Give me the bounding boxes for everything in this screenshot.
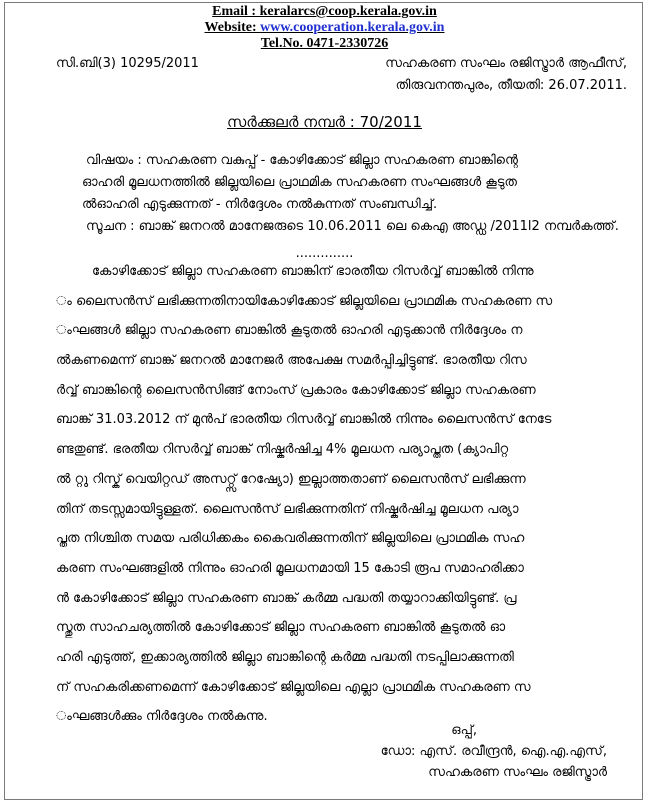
- office-name: സഹകരണ സംഘം രജിസ്ട്രാർ ആഫീസ്,: [385, 56, 627, 71]
- body-line: ഹരി എടുത്ത്, ഇക്കാര്യത്തിൽ ജില്ലാ ബാങ്കിന്റെ കർമ്മ പദ്ധതി നടപ്പിലാക്കുന്നതി: [56, 649, 514, 665]
- body-line: ർവ്വ് ബാങ്കിന്റെ ലൈസൻസിങ്ങ് നോംസ് പ്രകാരം കോഴിക്കോട് ജില്ലാ സഹകരണ: [56, 382, 536, 398]
- website-link[interactable]: www.cooperation.kerala.gov.in: [260, 20, 445, 35]
- subject-line: ഓഹരി മൂലധനത്തിൽ ജില്ലയിലെ പ്രാഥമിക സഹകരണ സംഘങ്ങൾ കൂടുത: [82, 175, 517, 190]
- body-line: ം ലൈസൻസ് ലഭിക്കുന്നതിനായികോഴിക്കോട് ജില്ലയിലെ പ്രാഥമിക സഹകരണ സ: [56, 293, 553, 309]
- body-line: ന് സഹകരിക്കണമെന്ന് കോഴിക്കോട് ജില്ലയിലെ എല്ലാ പ്രാഥമിക സഹകരണ സ: [56, 679, 531, 695]
- website-label: Website:: [204, 20, 261, 35]
- subject-line: വിഷയം : സഹകരണ വകുപ്പ് - കോഴിക്കോട് ജില്ലാ സഹകരണ ബാങ്കിന്റെ: [86, 153, 518, 168]
- signatory-name: ഡോ: എസ്. രവീന്ദ്രൻ, ഐ.എ.എസ്,: [380, 744, 607, 759]
- body-line: ംഘങ്ങൾക്കും നിർദ്ദേശം നൽകുന്നു.: [56, 709, 268, 725]
- body-line: ബാങ്ക് 31.03.2012 ന് മുൻപ് ഭാരതീയ റിസർവ്വ് ബാങ്കിൽ നിന്നും ലൈസൻസ് നേടേ: [56, 412, 552, 428]
- body-line: കോഴിക്കോട് ജില്ലാ സഹകരണ ബാങ്കിന് ഭാരതീയ റിസർവ്വ് ബാങ്കിൽ നിന്നു: [92, 264, 534, 279]
- signatory-designation: സഹകരണ സംഘം രജിസ്ട്രാർ: [428, 765, 607, 780]
- body-line: ംഘങ്ങൾ ജില്ലാ സഹകരണ ബാങ്കിൽ കൂടുതൽ ഓഹരി എടുക്കാൻ നിർദ്ദേശം ന: [56, 323, 523, 339]
- contact-website: [0, 20, 649, 36]
- body-line: ൽ റ്റു റിസ്ക് വെയിറ്റഡ് അസറ്റ്സ് റേഷ്യോ) ഇല്ലാത്തതാണ് ലൈസൻസ് ലഭിക്കുന്ന: [56, 471, 526, 487]
- body-line: സ്തുത സാഹചര്യത്തിൽ കോഴിക്കോട് ജില്ലാ സഹകരണ ബാങ്കിൽ കൂടുതൽ ഓ: [56, 620, 506, 636]
- contact-telephone: Tel.No. 0471-2330726: [260, 36, 389, 51]
- contact-email: Email : keralarcs@coop.kerala.gov.in: [212, 4, 437, 19]
- circular-body: [56, 257, 616, 732]
- body-line: ണ്ടതുണ്ട്. ഭരതീയ റിസർവ്വ് ബാങ്ക് നിഷ്കർഷിച്ച 4% മൂലധന പര്യാപ്തത (ക്യാപിറ്റ: [56, 442, 509, 458]
- signature-block: [307, 720, 607, 783]
- separator: ..............: [295, 246, 354, 261]
- reference-line: സൂചന : ബാങ്ക് ജനറൽ മാനേജരുടെ 10.06.2011 ലെ കെഎ അഡ്ഡ /2011l2 നമ്പർകത്ത്.: [86, 219, 619, 234]
- body-line: ൻ കോഴിക്കോട് ജില്ലാ സഹകരണ ബാങ്ക് കർമ്മ പദ്ധതി തയ്യാറാക്കിയിട്ടുണ്ട്. പ്ര: [56, 590, 517, 606]
- body-line: പ്തത നിശ്ചിത സമയ പരിധിക്കകം കൈവരിക്കുന്നതിന് ജില്ലയിലെ പ്രാഥമിക സഹ: [56, 531, 525, 547]
- body-line: തിന് തടസ്സമായിട്ടുള്ളത്. ലൈസൻസ് ലഭിക്കുന്നതിന് നിഷ്കർഷിച്ച മൂലധന പര്യാ: [56, 501, 519, 517]
- subject-line: ൽഓഹരി എടുക്കുന്നത് - നിർദ്ദേശം നൽകുന്നത് സംബന്ധിച്ച്.: [82, 197, 438, 212]
- place-and-date: തിരുവനന്തപുരം, തീയതി: 26.07.2011.: [395, 78, 627, 93]
- reference-number: സി.ബി(3) 10295/2011: [56, 56, 199, 71]
- body-line: കരണ സംഘങ്ങളിൽ നിന്നും ഓഹരി മൂലധനമായി 15 കോടി രൂപ സമാഹരിക്കാ: [56, 560, 524, 576]
- body-line: ൽകണമെന്ന് ബാങ്ക് ജനറൽ മാനേജർ അപേക്ഷ സമർപ്പിച്ചിട്ടുണ്ട്. ഭാരതീയ റിസ: [56, 353, 527, 369]
- signature-sd: ഒപ്പ്,: [451, 723, 477, 738]
- subject-block: [56, 150, 619, 238]
- circular-title: സർക്കുലർ നമ്പർ : 70/2011: [227, 113, 422, 131]
